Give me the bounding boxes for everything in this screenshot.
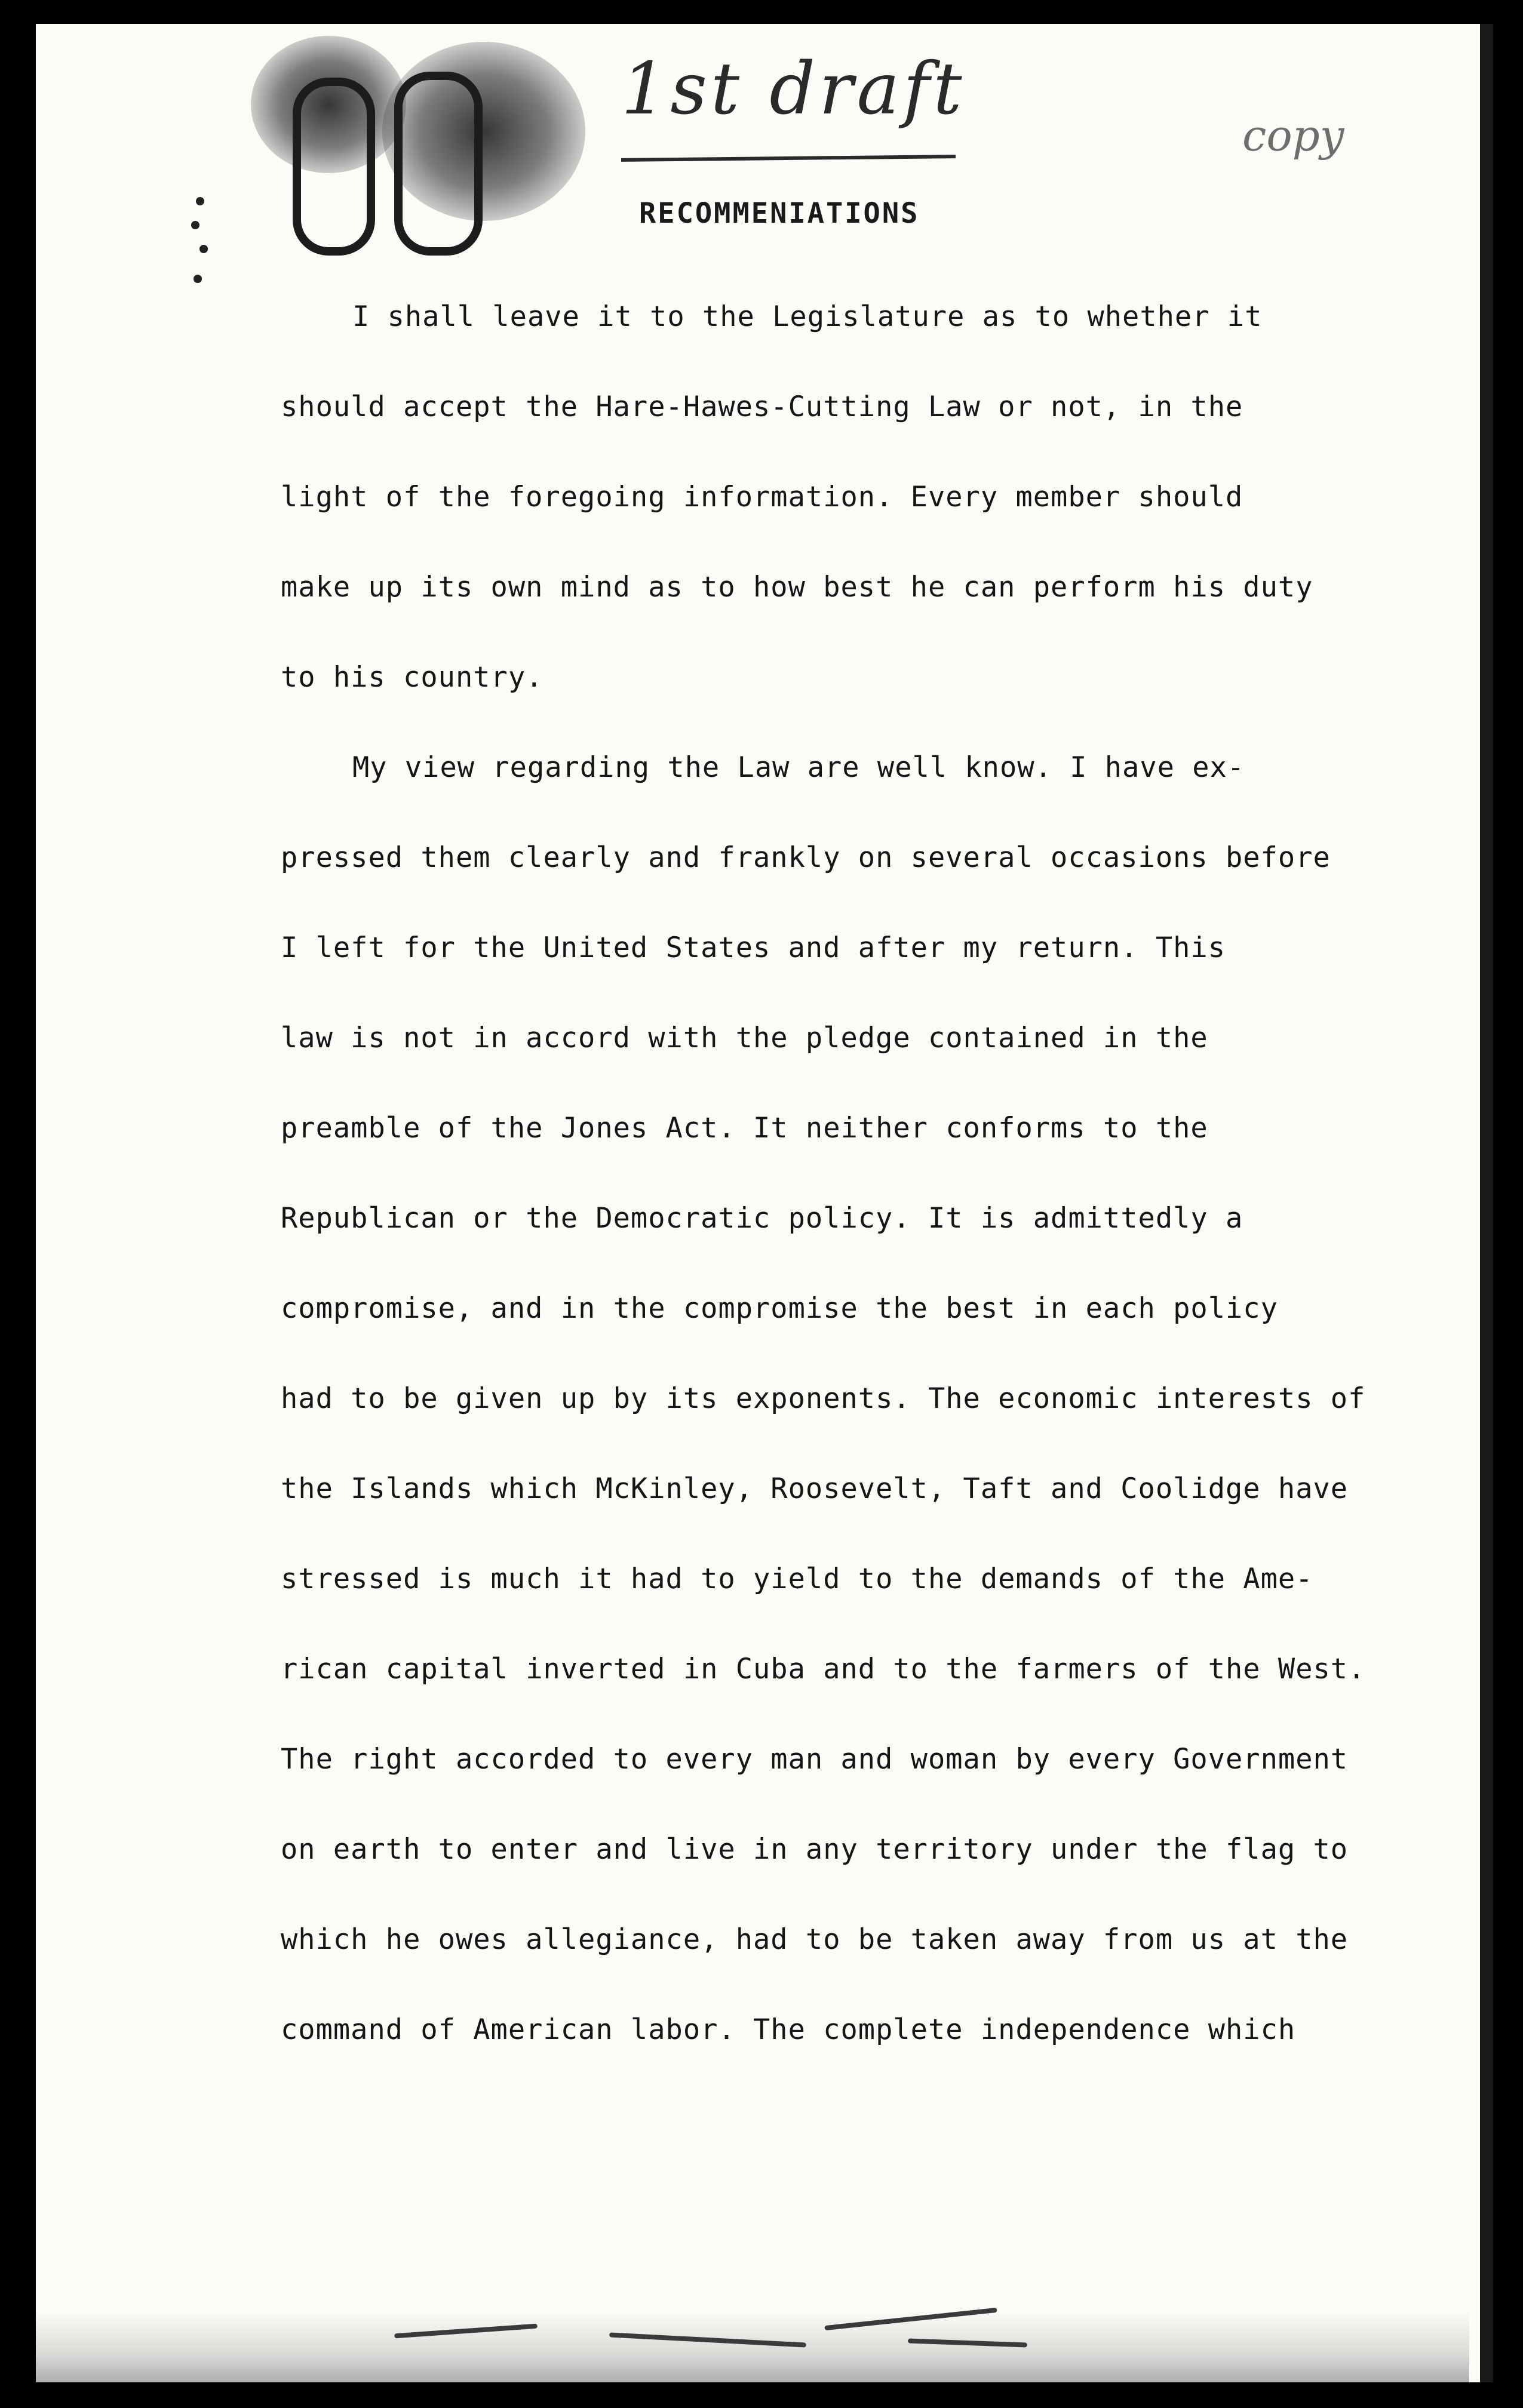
text-line: The right accorded to every man and woman by every Government <box>281 1743 1349 1776</box>
handwritten-copy-note: copy <box>1242 110 1344 161</box>
text-line: rican capital inverted in Cuba and to the farmers of the West. <box>281 1653 1366 1686</box>
margin-marks <box>191 197 215 316</box>
text-line: the Islands which McKinley, Roosevelt, Taft and Coolidge have <box>281 1472 1349 1505</box>
document-heading: RECOMMENIATIONS <box>639 197 920 230</box>
text-line: I shall leave it to the Legislature as to whether it <box>352 300 1263 333</box>
paper-clip-mark-left <box>293 78 375 256</box>
text-line: stressed is much it had to yield to the demands of the Ame- <box>281 1563 1313 1595</box>
text-line: preamble of the Jones Act. It neither conforms to the <box>281 1112 1208 1145</box>
handwritten-draft-note: 1st draft <box>621 48 966 131</box>
text-line: light of the foregoing information. Every member should <box>281 481 1243 513</box>
text-line: to his country. <box>281 661 544 694</box>
text-line: make up its own mind as to how best he can perform his duty <box>281 571 1313 604</box>
text-line: Republican or the Democratic policy. It is admittedly a <box>281 1202 1243 1235</box>
text-line: on earth to enter and live in any territory under the flag to <box>281 1833 1349 1866</box>
bottom-smudge <box>36 2311 1469 2382</box>
text-line: compromise, and in the compromise the best in each policy <box>281 1292 1278 1325</box>
text-line: pressed them clearly and frankly on several occasions before <box>281 841 1331 874</box>
text-line: had to be given up by its exponents. The economic interests of <box>281 1382 1366 1415</box>
paper-clip-mark-right <box>394 72 483 256</box>
document-body <box>281 272 1415 2075</box>
text-line: I left for the United States and after my return. This <box>281 931 1226 964</box>
text-line: which he owes allegiance, had to be taken away from us at the <box>281 1923 1349 1956</box>
text-line: should accept the Hare-Hawes-Cutting Law or not, in the <box>281 390 1243 423</box>
text-line: law is not in accord with the pledge contained in the <box>281 1022 1208 1054</box>
text-line: My view regarding the Law are well know. I have ex- <box>352 751 1245 784</box>
text-line: command of American labor. The complete independence which <box>281 2013 1296 2046</box>
